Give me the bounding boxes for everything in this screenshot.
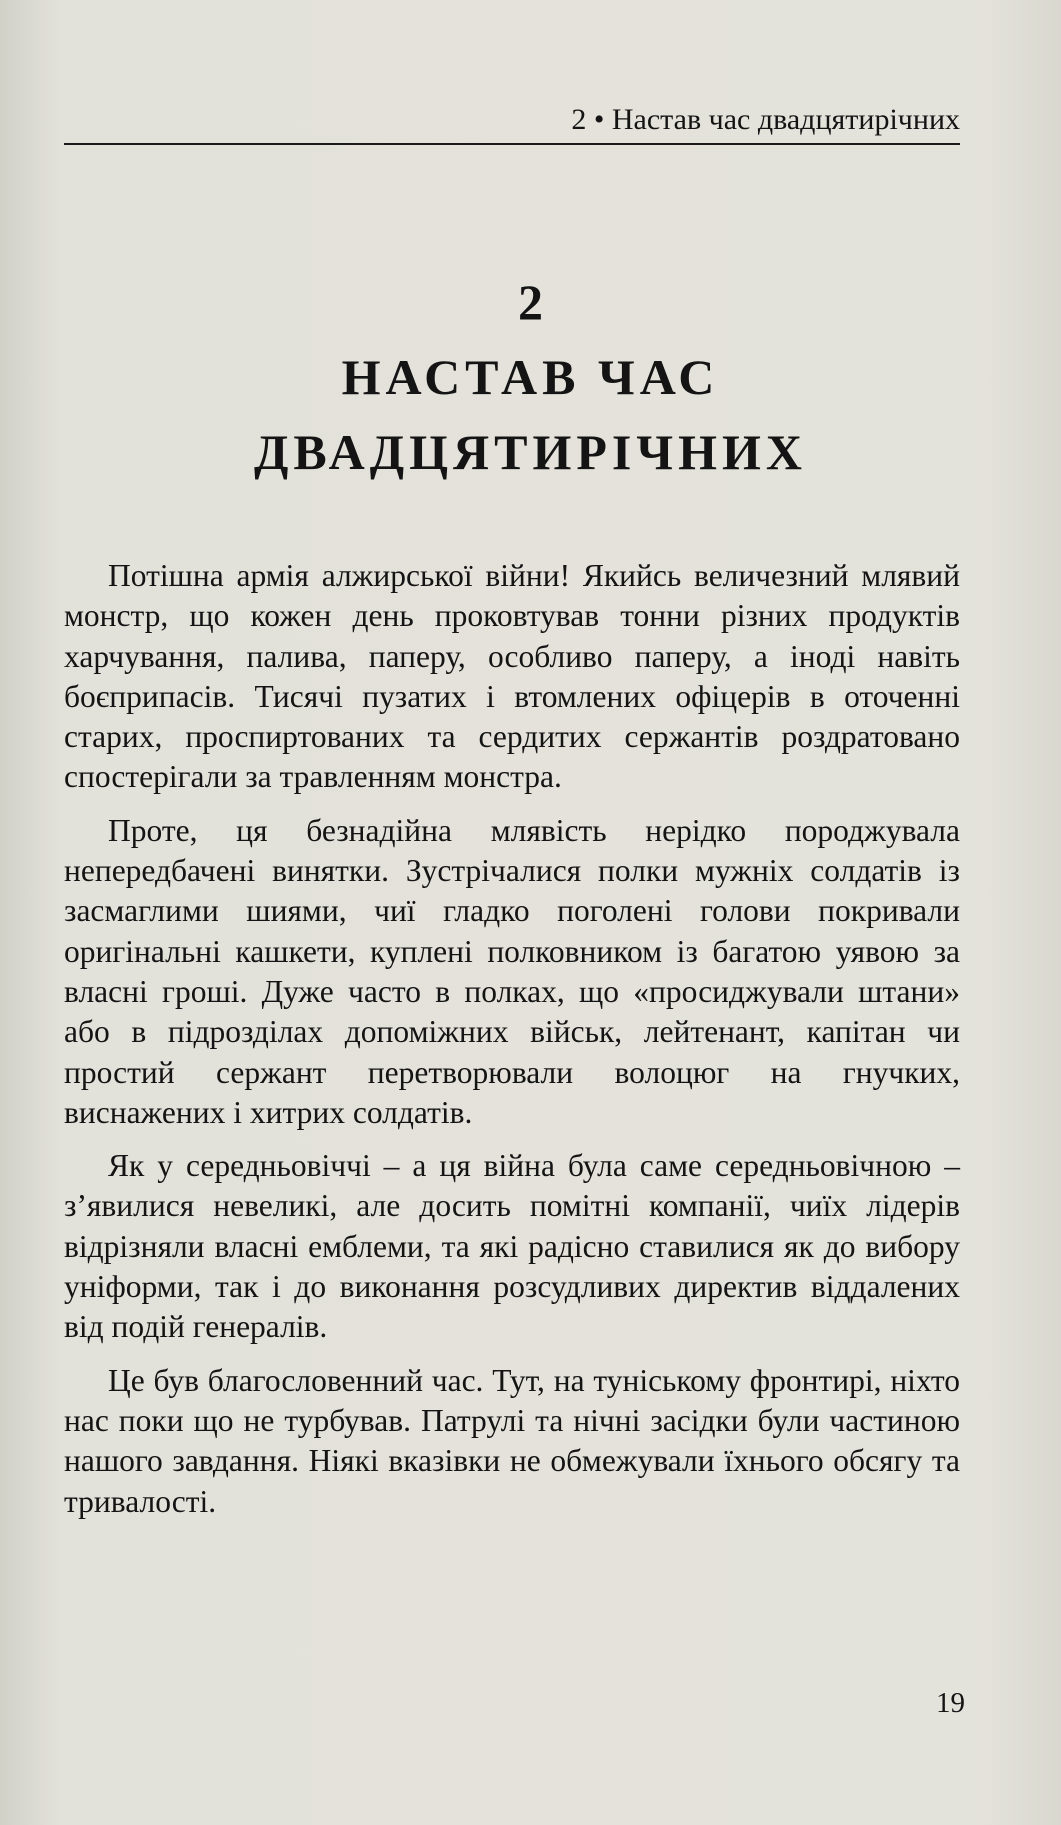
paragraph: Це був благословенний час. Тут, на туніському фронтирі, ніхто нас поки що не турбував. Патрулі та нічні засідки були частиною нашого завдання. Ніякі вказівки не обмежували їхнього обсягу та тривалості. [64, 1362, 960, 1519]
paragraph: Проте, ця безнадійна млявість нерідко породжувала непередбачені винятки. Зустрічалися полки мужніх солдатів із засмаглими шиями, чиї гладко поголені голови покривали оригінальні кашкети, куплені полковником із багатою уявою за власні гроші. Дуже часто в полках, що «просиджували штани» або в підрозділах допоміжних військ, лейтенант, капітан чи простий сержант перетворювали волоцюг на гнучких, виснажених і хитрих солдатів. [64, 812, 960, 1130]
chapter-title-line-2: ДВАДЦЯТИРІЧНИХ [254, 424, 807, 480]
paragraph: Як у середньовіччі – а ця війна була саме середньовічною – з’явилися невеликі, але досить помітні компанії, чиїх лідерів відрізняли власні емблеми, та які радісно ставилися як до вибору уніформи, так і до виконання розсудливих директив віддалених від подій генералів. [64, 1148, 960, 1345]
chapter-title [0, 340, 1061, 490]
running-head: 2 • Настав час двадцятирічних [571, 103, 960, 136]
chapter-title-line-1: НАСТАВ ЧАС [341, 349, 720, 405]
page-number: 19 [936, 1687, 965, 1719]
chapter-number: 2 [518, 274, 543, 330]
paragraph: Потішна армія алжирської війни! Якийсь величезний млявий монстр, що кожен день проковтував тонни різних продуктів харчування, палива, паперу, особливо паперу, а іноді навіть боєприпасів. Тисячі пузатих і втомлених офіцерів в оточенні старих, проспиртованих та сердитих сержантів роздратовано спостерігали за травленням монстра. [64, 558, 960, 795]
body-text [64, 556, 960, 1535]
header-rule [64, 143, 960, 145]
